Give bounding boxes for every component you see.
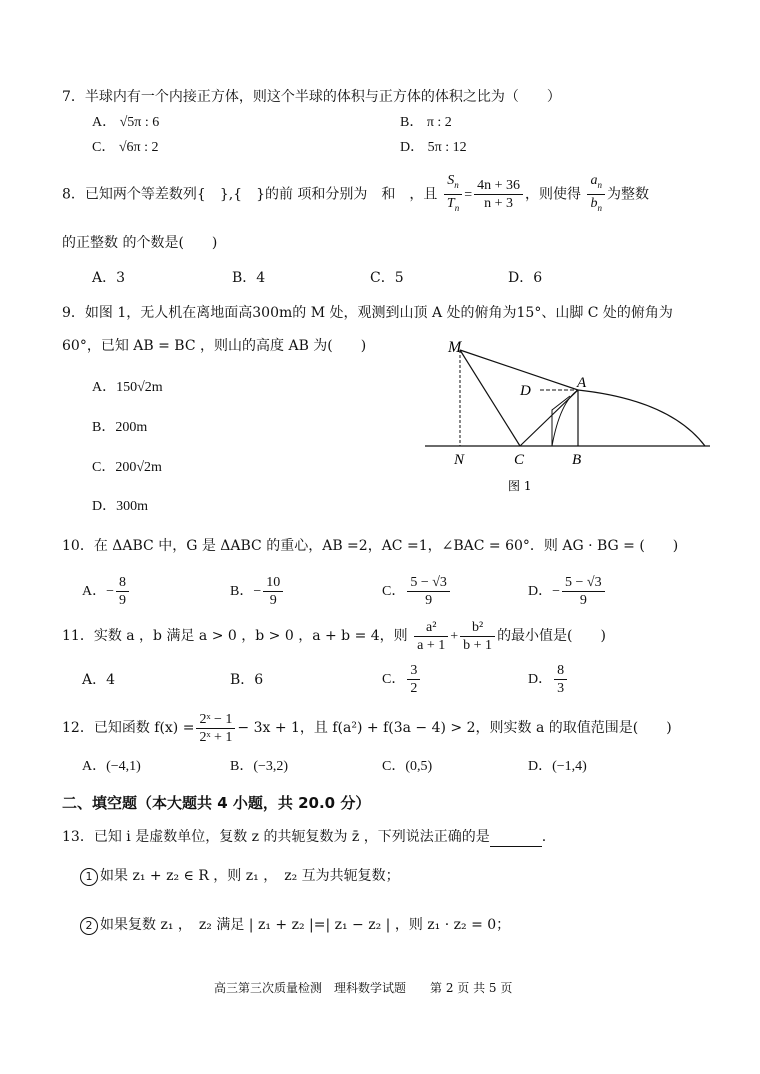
page-footer: 高三第三次质量检测 理科数学试题 第 2 页 共 5 页 — [214, 981, 513, 995]
q8-option-a: A．3 — [92, 270, 126, 286]
q13-item-2: 2 如果复数 z₁ ， z₂ 满足 | z₁ + z₂ |=| z₁ − z₂ | ，则 z₁ · z₂ = 0； — [80, 915, 510, 935]
q13-item-1: 1 如果 z₁ + z₂ ∈ R ，则 z₁ ， z₂ 互为共轭复数； — [80, 866, 400, 886]
q12-option-b: B．(−3,2) — [230, 759, 289, 774]
figure-caption: 图 1 — [508, 479, 532, 493]
label-b: B — [572, 452, 582, 468]
q11-option-d: D． $\frac{8}{3}$ — [528, 660, 569, 700]
q8-option-c: C．5 — [370, 270, 404, 286]
q7-option-b: B． π : 2 — [400, 115, 452, 130]
q10-stem: 10．在 ΔABC 中，G 是 ΔABC 的重心，AB =2，AC =1，∠BAC = 60°．则 AG · BG = ( ) — [62, 538, 679, 554]
label-c: C — [514, 452, 525, 468]
q11-option-c: C． $\frac{3}{2}$ — [382, 660, 422, 700]
q9-stem-1: 9．如图 1，无人机在离地面高300m的 M 处，观测到山顶 A 处的俯角为15°、山脚 C 处的俯角为 — [62, 305, 673, 321]
q11-option-a: A．4 — [82, 672, 116, 688]
q9-stem-2: 60°，已知 AB = BC ，则山的高度 AB 为( ) — [62, 338, 367, 354]
q8-frac-ab: $\frac{a_n}{b_n}$ — [587, 172, 605, 217]
q8-option-b: B．4 — [232, 270, 266, 286]
q7-option-d: D． 5π : 12 — [400, 140, 467, 155]
q9-option-b: B．200m — [92, 420, 148, 435]
q8-stem-cont: 的正整数 的个数是( ) — [62, 235, 218, 251]
label-n: N — [454, 452, 465, 468]
q7-stem: 7．半球内有一个内接正方体，则这个半球的体积与正方体的体积之比为（ ） — [62, 89, 561, 105]
q9-option-c: C．200√2m — [92, 460, 162, 475]
label-a: A — [577, 375, 587, 391]
q10-option-b: B．− $\frac{10}{9}$ — [230, 572, 285, 612]
q8-frac-st: $\frac{S_n}{T_n}$ — [444, 172, 462, 217]
line-mc — [460, 350, 520, 446]
q10-option-c: C． $\frac{5 - √3}{9}$ — [382, 572, 452, 612]
mountain-detail — [552, 396, 570, 446]
q12-option-c: C．(0,5) — [382, 759, 433, 774]
label-d: D — [520, 383, 531, 399]
q9-option-d: D．300m — [92, 499, 148, 514]
q8-stem: 8．已知两个等差数列{ },{ }的前 项和分别为 和 ，且 $\frac{S_n}{T_n}$ = $\frac{4n + 36}{n + 3}$ ，则使得 $\frac{a_n}{b_n}$ 为整数 — [62, 172, 649, 217]
q11-stem: 11．实数 a ，b 满足 a > 0 ，b > 0 ，a + b = 4，则 $\frac{\text{a²}}{a + 1}$ + $\frac{\text{b²}}{b + 1}$ 的最小值是( ) — [62, 619, 606, 653]
q13-stem: 13．已知 i 是虚数单位，复数 z 的共轭复数为 z̄ ，下列说法正确的是 . — [62, 829, 547, 845]
q10-option-d: D．− $\frac{5 - √3}{9}$ — [528, 572, 607, 612]
q12-option-a: A．(−4,1) — [82, 759, 141, 774]
q8-frac-ratio: $\frac{4n + 36}{n + 3}$ — [474, 177, 523, 212]
q9-figure — [420, 332, 720, 502]
mountain-slope — [552, 390, 578, 446]
q9-option-a: A．150√2m — [92, 380, 163, 395]
section-heading: 二、填空题（本大题共 4 小题，共 20.0 分） — [62, 794, 371, 812]
q7-option-c: C． √6π : 2 — [92, 140, 159, 155]
q11-option-b: B．6 — [230, 672, 264, 688]
mountain-arc — [578, 390, 705, 446]
q13-answer-blank[interactable] — [490, 832, 542, 847]
q12-option-d: D．(−1,4) — [528, 759, 587, 774]
q7-option-a: A． √5π : 6 — [92, 115, 160, 130]
label-m: M — [448, 339, 462, 356]
line-ma — [460, 350, 578, 390]
q12-stem: 12．已知函数 f(x) = $\frac{\text{2ˣ − 1}}{\text{2ˣ + 1}}$ − 3x + 1，且 f(a²) + f(3a − 4) > 2，则实数 a 的取值范围是( ) — [62, 711, 672, 745]
q10-option-a: A．− $\frac{8}{9}$ — [82, 572, 131, 612]
q8-option-d: D．6 — [508, 270, 543, 286]
